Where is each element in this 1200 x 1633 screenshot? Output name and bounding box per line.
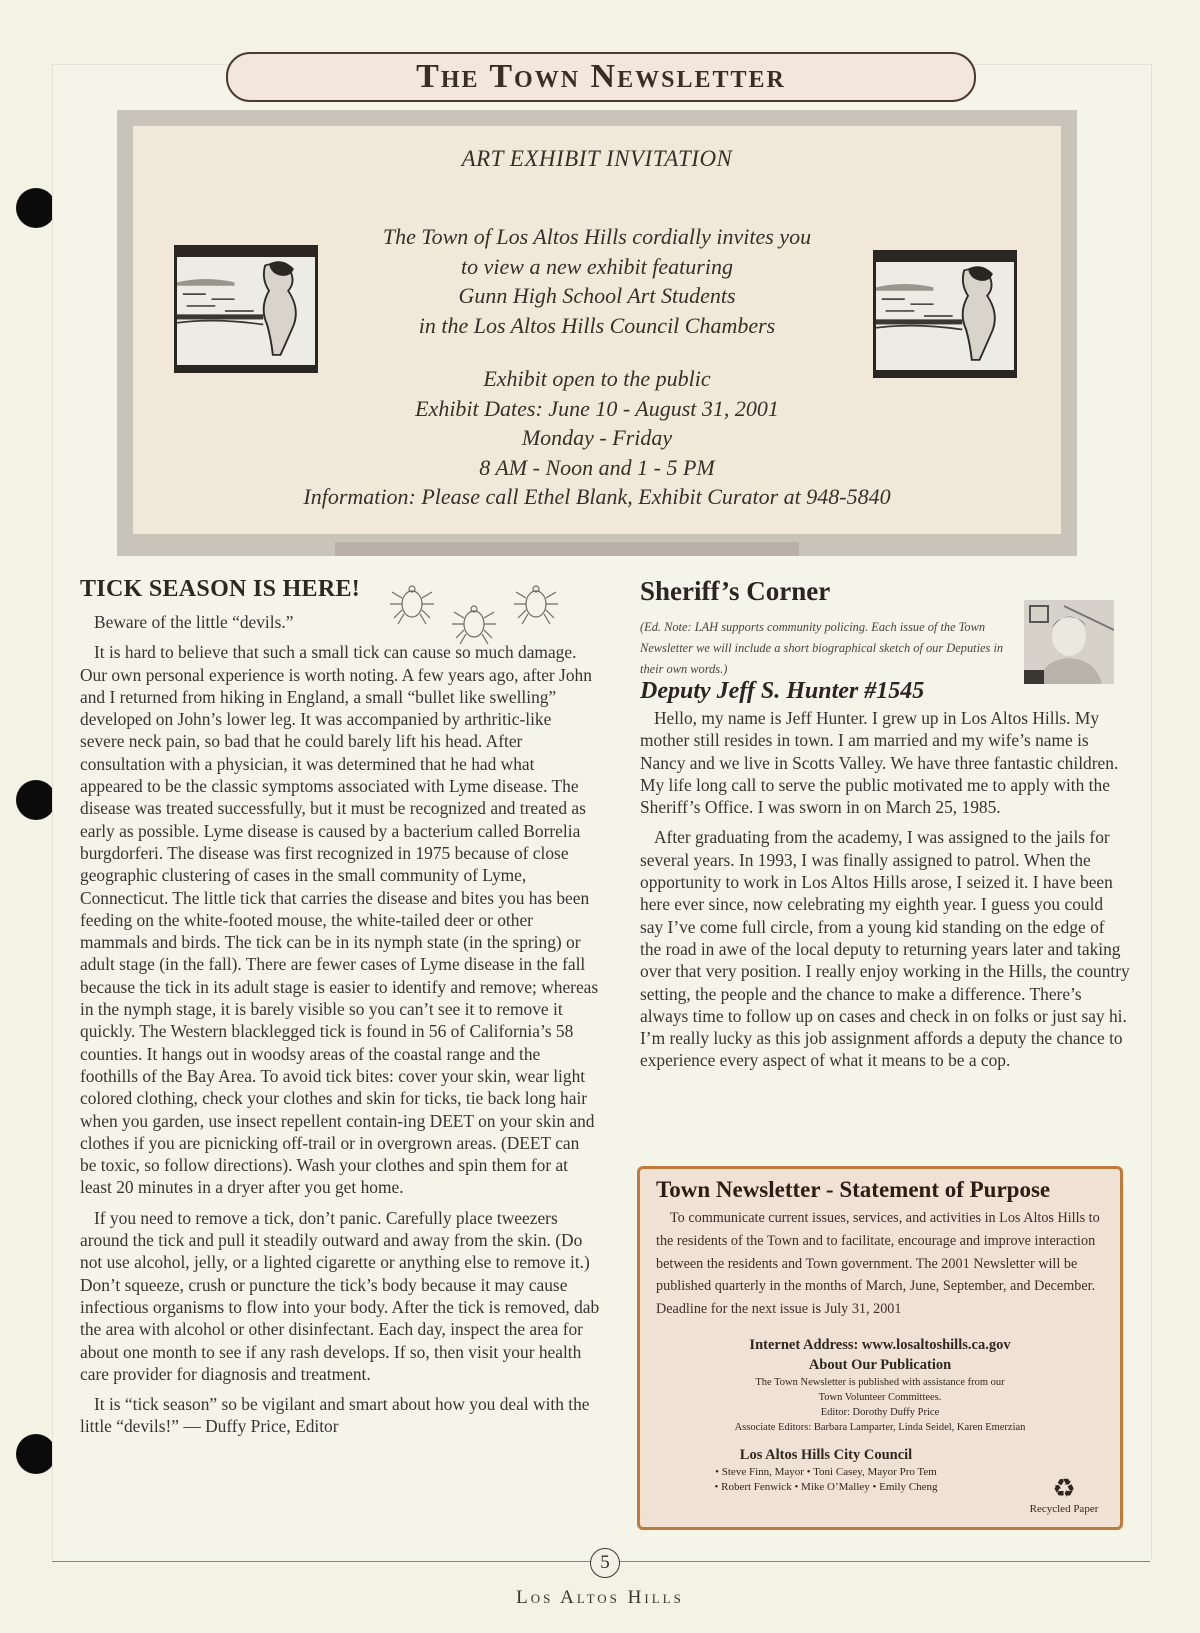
associate-editors-line: Associate Editors: Barbara Lamparter, Linda Seidel, Karen Emerzian xyxy=(734,1421,1026,1433)
masthead xyxy=(226,52,976,102)
invitation-line: Exhibit Dates: June 10 - August 31, 2001 xyxy=(415,395,779,421)
invitation-line: to view a new exhibit featuring xyxy=(461,253,733,279)
tick-paragraph: Beware of the little “devils.” xyxy=(94,612,294,632)
deputy-name: Deputy Jeff S. Hunter #1545 xyxy=(640,678,925,704)
recycled-paper-label: Recycled Paper xyxy=(1029,1503,1099,1515)
tick-article-title: TICK SEASON IS HERE! xyxy=(80,576,361,602)
masthead-title: The Town Newsletter xyxy=(416,58,786,95)
binder-hole xyxy=(16,188,56,228)
deputy-portrait-icon xyxy=(1024,600,1114,684)
invitation-line: The Town of Los Altos Hills cordially invites you xyxy=(382,224,812,249)
art-painting-left-image xyxy=(174,245,318,373)
sheriff-paragraph: After graduating from the academy, I was assigned to the jails for several years. In 1993, I was finally assigned to patrol. When the opportunity to work in Los Altos Hills arose, I seized it. I have been here ever since, now celebrating my eighth year. I guess you could say I’ve come full circle, from a young kid standing on the edge of the road in awe of the local deputy to returning years later and taking over that very position. I really enjoy working in the Hills, the country setting, the people and the chance to make a difference. There’s always time to follow up on cases and check in on folks or just say hi. I’m really lucky as this job assignment affords a deputy the chance to experience every aspect of what it means to be a cop. xyxy=(640,827,1130,1071)
about-publication-title: About Our Publication xyxy=(808,1356,952,1373)
invitation-details xyxy=(133,364,1061,512)
invitation-title: ART EXHIBIT INVITATION xyxy=(461,146,733,171)
purpose-title: Town Newsletter - Statement of Purpose xyxy=(656,1177,1051,1202)
sheriffs-corner-title: Sheriff’s Corner xyxy=(640,576,831,606)
invitation-line: Exhibit open to the public xyxy=(483,366,711,391)
invitation-line: in the Los Altos Hills Council Chambers xyxy=(418,312,776,338)
about-line: Town Volunteer Committees. xyxy=(818,1391,942,1403)
tick-article xyxy=(80,576,600,1446)
invitation-line: 8 AM - Noon and 1 - 5 PM xyxy=(479,454,715,480)
beach-painting-icon xyxy=(876,262,1014,370)
council-members: • Steve Finn, Mayor • Toni Casey, Mayor Pro Tem xyxy=(715,1465,937,1478)
statement-of-purpose-box xyxy=(637,1166,1123,1530)
footer-town-name: Los Altos Hills xyxy=(516,1587,684,1608)
recycle-icon: ♻ xyxy=(1052,1474,1076,1503)
editor-note: (Ed. Note: LAH supports community policing. Each issue of the Town Newsletter we will include a short biographical sketch of our Deputies in their own words.) xyxy=(640,620,1004,676)
binder-hole xyxy=(16,780,56,820)
deputy-photo xyxy=(1024,600,1114,684)
page-number: 5 xyxy=(590,1548,620,1578)
invitation-line: Gunn High School Art Students xyxy=(458,283,736,308)
sheriff-paragraph: Hello, my name is Jeff Hunter. I grew up in Los Altos Hills. My mother still resides in town. I am married and my wife’s name is Nancy and we live in Scotts Valley. We have three fantastic children. My life long call to serve the public motivated me to apply with the Sheriff’s Office. I was sworn in on March 25, 1985. xyxy=(640,708,1119,818)
art-painting-right-image xyxy=(873,250,1017,378)
recycled-paper-mark xyxy=(1024,1475,1104,1515)
about-line: The Town Newsletter is published with assistance from our xyxy=(755,1376,1005,1388)
binder-hole xyxy=(16,1434,56,1474)
internet-address: Internet Address: www.losaltoshills.ca.gov xyxy=(749,1336,1011,1353)
invitation-line: Monday - Friday xyxy=(521,425,673,450)
purpose-text: To communicate current issues, services, and activities in Los Altos Hills to the residents of the Town and to facilitate, encourage and improve interaction between the residents and Town government. The 2001 Newsletter will be published quarterly in the months of March, June, September, and December. Deadline for the next issue is July 31, 2001 xyxy=(656,1210,1100,1318)
editor-line: Editor: Dorothy Duffy Price xyxy=(820,1406,940,1418)
invitation-line: Information: Please call Ethel Blank, Exhibit Curator at 948-5840 xyxy=(303,484,891,509)
beach-painting-icon xyxy=(177,257,315,365)
tick-paragraph: It is hard to believe that such a small tick can cause so much damage. Our own personal experience is worth noting. A few years ago, after John and I returned from hiking in England, a small “bullet like swelling” developed on John’s lower leg. It was accompanied by arthritic-like severe neck pain, so bad that he could barely lift his head. After consultation with a physician, it was determined that he had what appeared to be the classic symptoms associated with Lyme disease. The disease was treated successfully, but it must be recognized and treated as early as possible. Lyme disease is caused by a bacterium called Borrelia burgdorferi. The disease was first recognized in 1975 because of close geographic clustering of cases in the small community of Lyme, Connecticut. The little tick that carries the disease and bites you has been feeding on the white-footed mouse, the white-tailed deer or other mammals and birds. The tick can be in its nymph state (in the spring) or adult stage (in the fall). There are fewer cases of Lyme disease in the fall because the tick in its adult stage is easier to identify and remove; whereas in the nymph stage, it is barely visible so you can’t see it to remove it quickly. The Western blacklegged tick is found in 56 of California’s 58 counties. It hangs out in woodsy areas of the coastal range and the foothills of the Bay Area. To avoid tick bites: cover your skin, wear light colored clothing, check your clothes and skin for ticks, tie back long hair when you garden, use insect repellent contain-ing DEET on your skin and clothes if you are picnicking off-trail or in overgrown areas. (DEET can be toxic, so follow directions). Wash your clothes and spin them for at least 20 minutes in a dryer after you get home. xyxy=(80,642,599,1198)
city-council-title: Los Altos Hills City Council xyxy=(739,1446,913,1463)
tick-paragraph: If you need to remove a tick, don’t panic. Carefully place tweezers around the tick and pull it steadily outward and away from the skin. (Do not use alcohol, jelly, or a lighted cigarette or anything else to remove it.) Don’t squeeze, crush or puncture the tick’s body because it may cause infectious organisms to flow into your body. After the tick is removed, dab the area with alcohol or other disinfectant. Each day, inspect the area for about one month to see if any rash develops. If so, then visit your health care provider for diagnosis and treatment. xyxy=(80,1207,600,1384)
council-members: • Robert Fenwick • Mike O’Malley • Emily Cheng xyxy=(714,1480,938,1493)
invitation-shadow-tab xyxy=(335,542,799,556)
tick-paragraph-signoff: It is “tick season” so be vigilant and smart about how you deal with the little “devils!” — Duffy Price, Editor xyxy=(80,1394,590,1437)
